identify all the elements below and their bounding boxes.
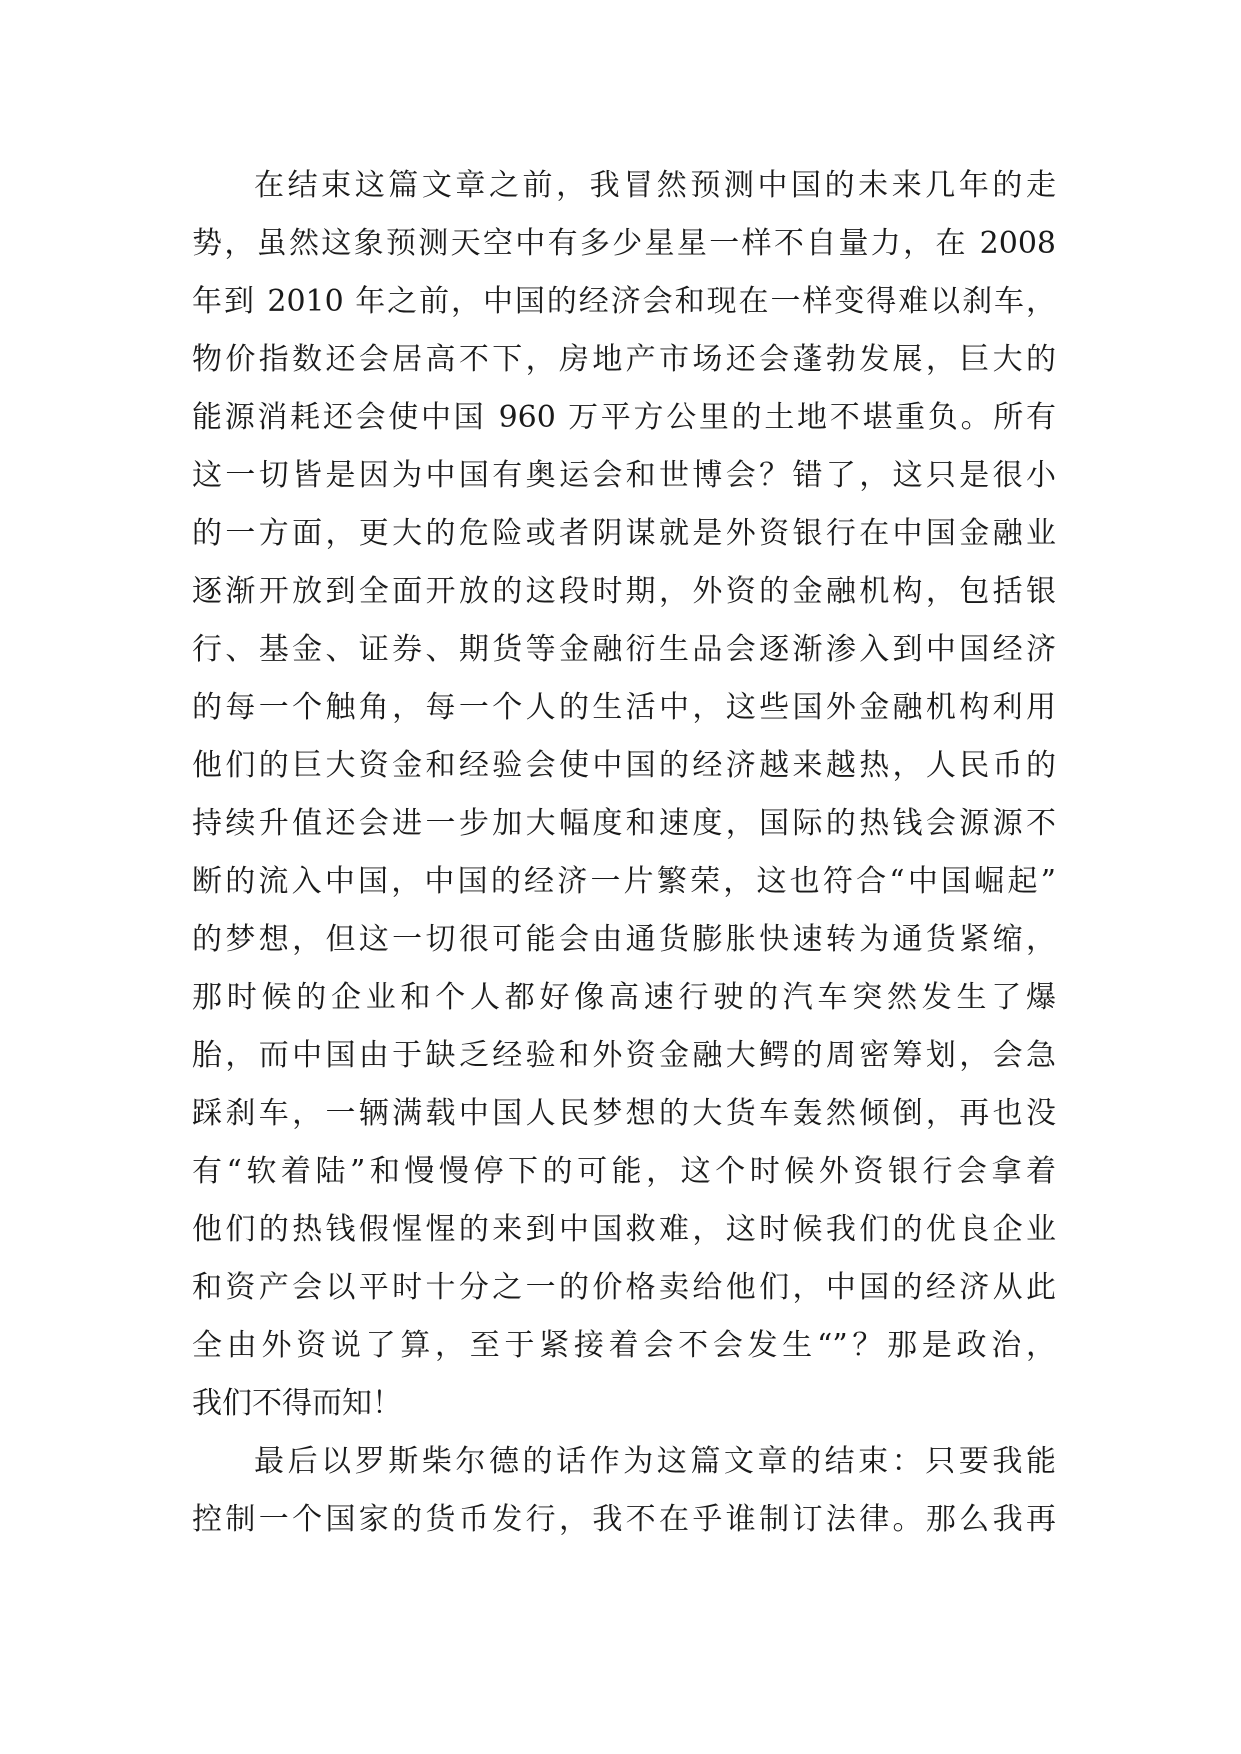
text-line: 那时候的企业和个人都好像高速行驶的汽车突然发生了爆 — [192, 980, 1056, 1015]
text-line: 能源消耗还会使中国 960 万平方公里的土地不堪重负。所有 — [192, 400, 1056, 435]
text-line: 断的流入中国，中国的经济一片繁荣，这也符合“中国崛起” — [192, 864, 1056, 899]
text-line: 这一切皆是因为中国有奥运会和世博会？错了，这只是很小 — [192, 458, 1056, 493]
text-line: 持续升值还会进一步加大幅度和速度，国际的热钱会源源不 — [192, 806, 1056, 841]
text-line: 我们不得而知！ — [192, 1386, 402, 1421]
text-line: 在结束这篇文章之前，我冒然预测中国的未来几年的走 — [254, 168, 1056, 203]
text-line: 全由外资说了算，至于紧接着会不会发生“”？那是政治， — [192, 1328, 1056, 1363]
paragraph-2 — [192, 1433, 1056, 1549]
text-line: 物价指数还会居高不下，房地产市场还会蓬勃发展，巨大的 — [192, 342, 1056, 377]
text-line: 势，虽然这象预测天空中有多少星星一样不自量力，在 2008 — [192, 226, 1056, 261]
text-line: 胎，而中国由于缺乏经验和外资金融大鳄的周密筹划，会急 — [192, 1038, 1056, 1073]
text-line: 和资产会以平时十分之一的价格卖给他们，中国的经济从此 — [192, 1270, 1056, 1305]
text-line: 行、基金、证券、期货等金融衍生品会逐渐渗入到中国经济 — [192, 632, 1056, 667]
text-line: 他们的热钱假惺惺的来到中国救难，这时候我们的优良企业 — [192, 1212, 1056, 1247]
text-line: 控制一个国家的货币发行，我不在乎谁制订法律。那么我再 — [192, 1502, 1056, 1537]
text-line: 逐渐开放到全面开放的这段时期，外资的金融机构，包括银 — [192, 574, 1056, 609]
text-line: 他们的巨大资金和经验会使中国的经济越来越热，人民币的 — [192, 748, 1056, 783]
text-line: 踩刹车，一辆满载中国人民梦想的大货车轰然倾倒，再也没 — [192, 1096, 1056, 1131]
text-line: 的每一个触角，每一个人的生活中，这些国外金融机构利用 — [192, 690, 1056, 725]
body-text — [192, 157, 1056, 1549]
text-line: 有“软着陆”和慢慢停下的可能，这个时候外资银行会拿着 — [192, 1154, 1056, 1189]
text-line: 的梦想，但这一切很可能会由通货膨胀快速转为通货紧缩， — [192, 922, 1056, 957]
paragraph-1 — [192, 157, 1056, 1433]
text-line: 年到 2010 年之前，中国的经济会和现在一样变得难以刹车， — [192, 284, 1056, 319]
text-line: 的一方面，更大的危险或者阴谋就是外资银行在中国金融业 — [192, 516, 1056, 551]
text-line: 最后以罗斯柴尔德的话作为这篇文章的结束：只要我能 — [254, 1444, 1056, 1479]
